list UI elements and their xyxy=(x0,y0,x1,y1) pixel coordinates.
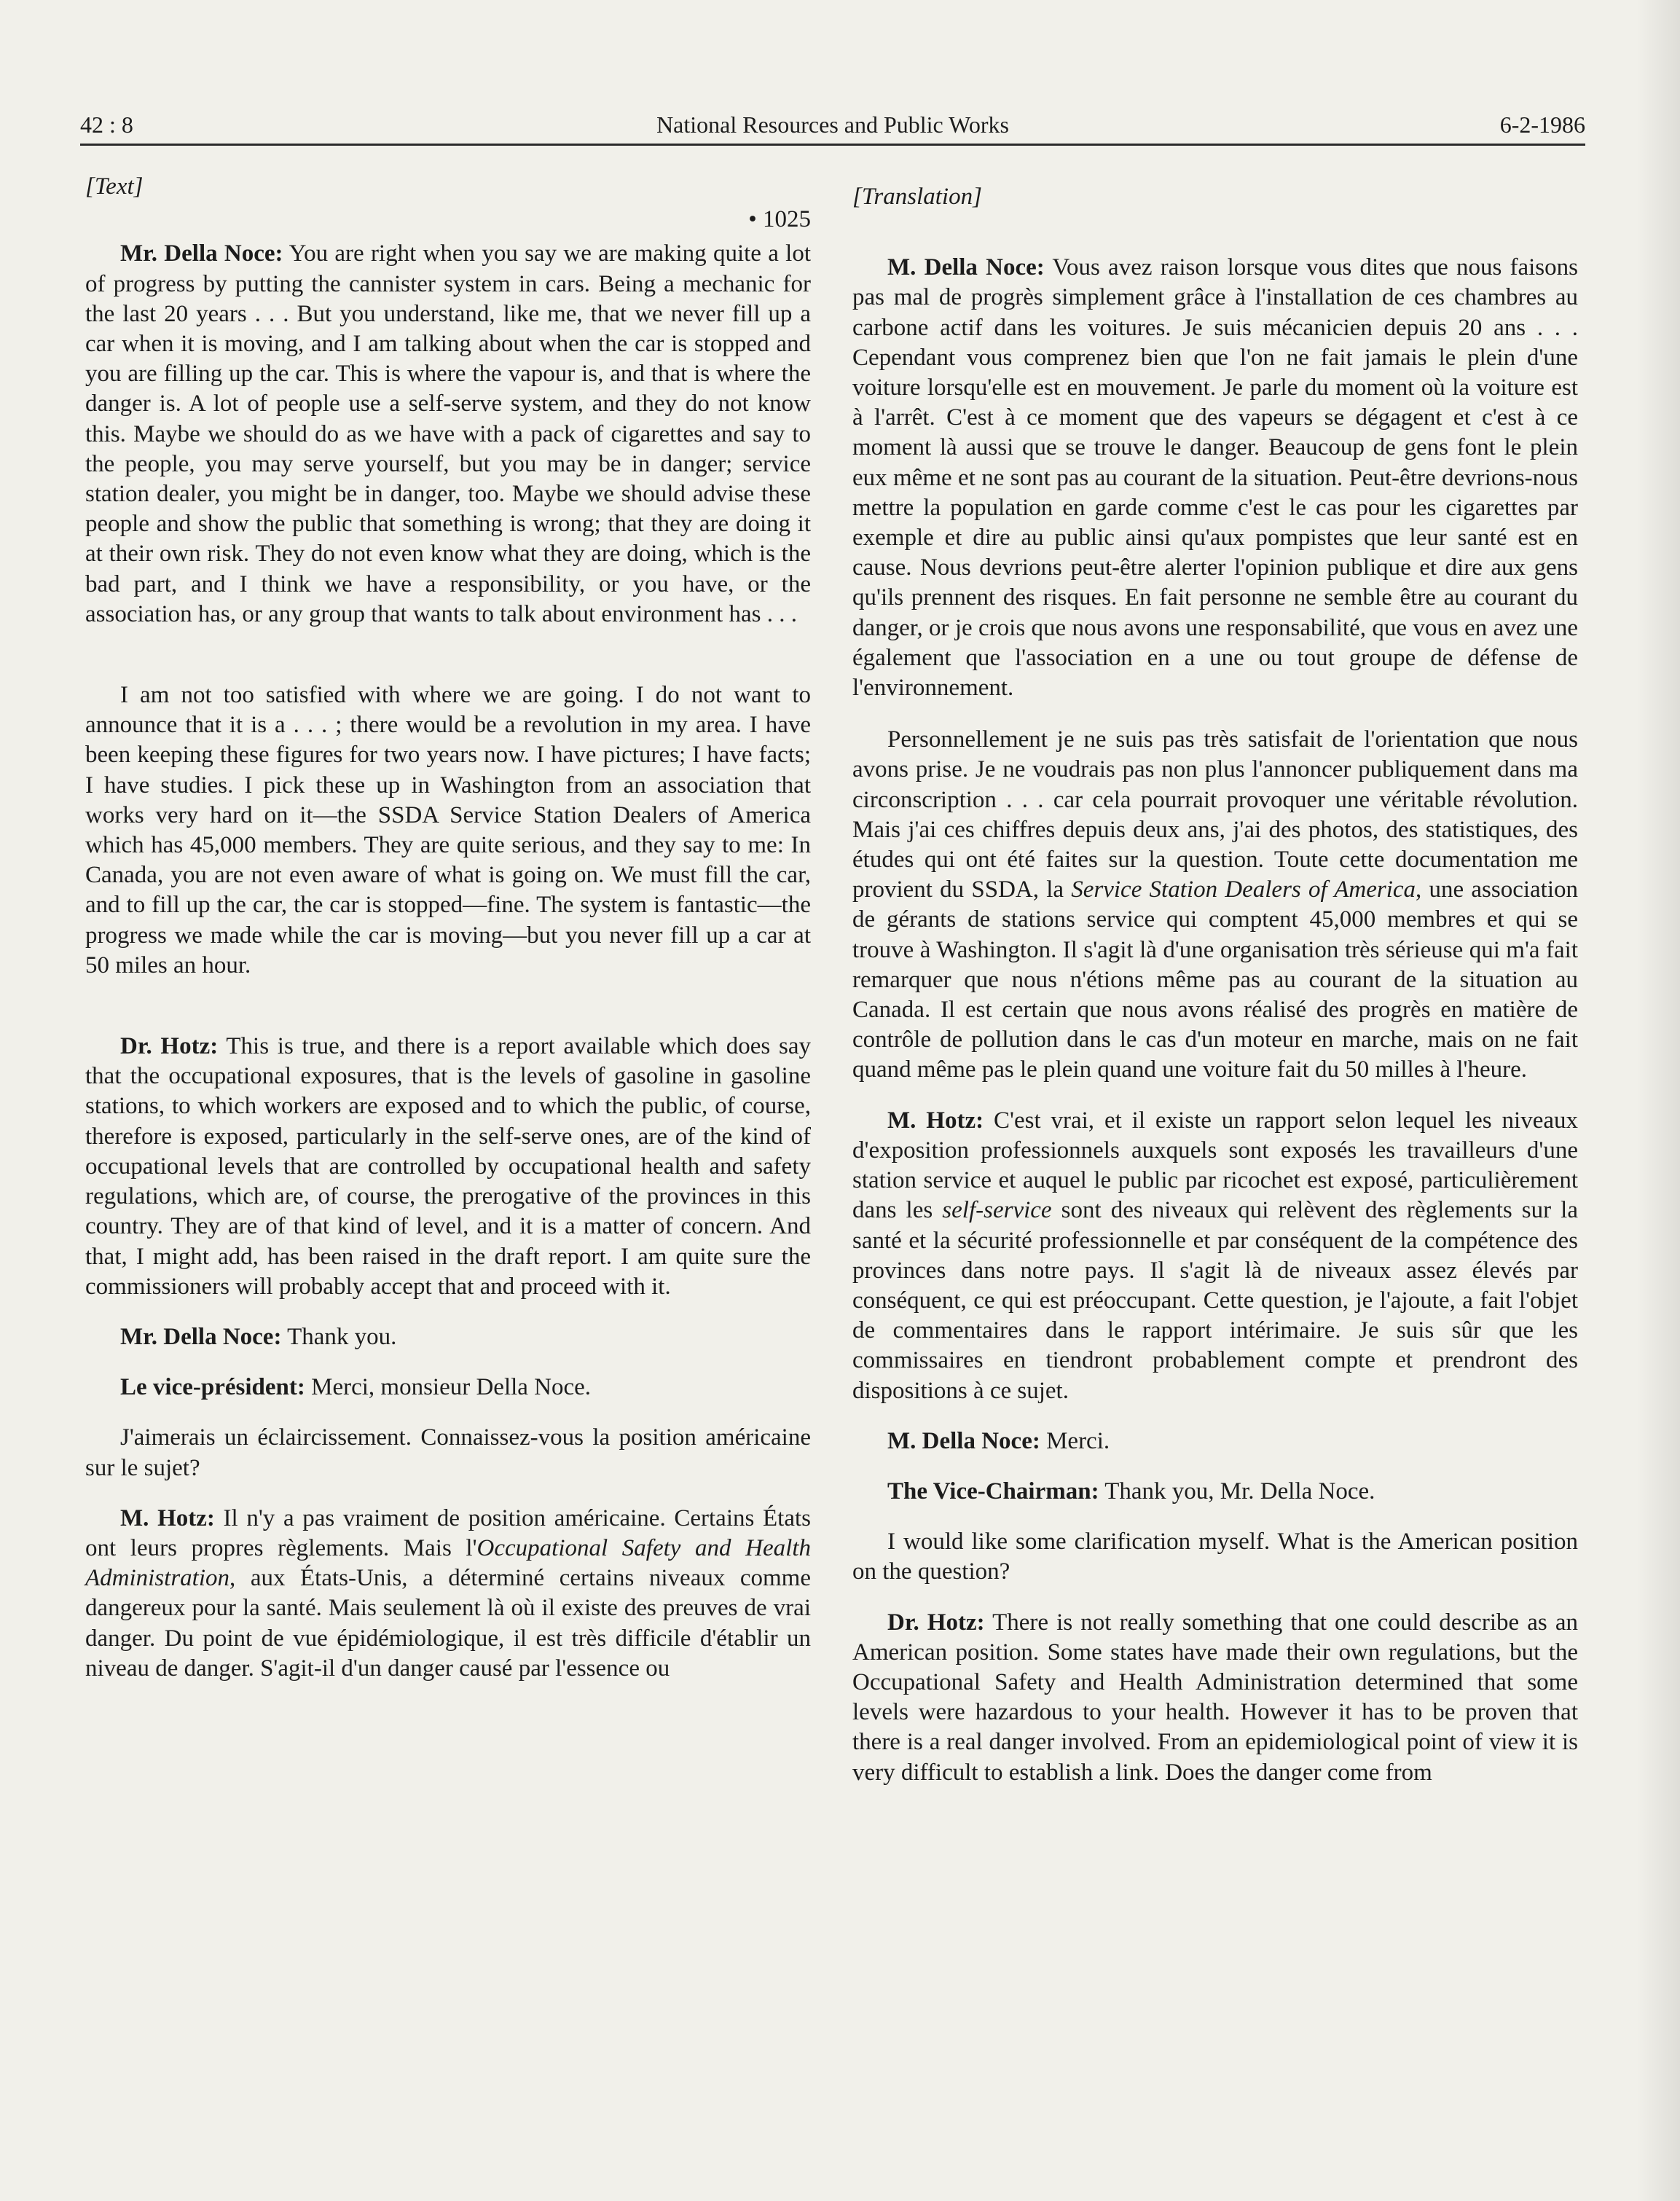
speaker-name: Mr. Della Noce: xyxy=(120,1323,282,1350)
speaker-name: M. Della Noce: xyxy=(887,1427,1040,1454)
paragraph-text: sont des niveaux qui relèvent des règlements sur la santé et la sécurité professionnelle et par conséquent de la compétence des provinces dans notre pays. Il s'agit là de niveaux assez élevés par conséquent, ce qui est préoccupant. Cette question, je l'ajoute, a fait l'objet de commentaires dans le rapport intérimaire. Je suis sûr que les commissaires en tiendront probablement compte et prendront des dispositions à ce sujet. xyxy=(852,1197,1579,1404)
speaker-name: Le vice-président: xyxy=(120,1374,305,1401)
page-number: 42 : 8 xyxy=(80,111,133,138)
paragraph-text: Thank you, Mr. Della Noce. xyxy=(1099,1478,1375,1504)
speaker-name: Mr. Della Noce: xyxy=(120,240,283,267)
paragraph xyxy=(85,1373,811,1402)
paragraph-text: J'aimerais un éclaircissement. Connaissez-vous la position américaine sur le sujet? xyxy=(85,1424,811,1481)
paragraph xyxy=(85,680,811,981)
paragraph xyxy=(852,1106,1578,1406)
paragraph-text: You are right when you say we are making quite a lot of progress by putting the cannister system in cars. Being a mechanic for the last 20 years . . . But you understand, like me, that we never fill up a car when it is moving, and I am talking about when the car is stopped and you are filling up the car. This is where the vapour is, and that is where the danger is. A lot of people use a self-serve system, and they do not know this. Maybe we should do as we have with a pack of cigarettes and say to the people, you may serve yourself, but you may be in danger; service station dealer, you might be in danger, too. Maybe we should advise these people and show the public that something is wrong; that they are doing it at their own risk. They do not even know what they are doing, which is the bad part, and I think we have a responsibility, or you have, or the association has, or any group that wants to talk about environment has . . . xyxy=(85,240,811,627)
speaker-name: M. Hotz: xyxy=(120,1504,215,1531)
running-title: National Resources and Public Works xyxy=(656,111,1009,138)
speaker-name: The Vice-Chairman: xyxy=(887,1478,1099,1504)
paragraph-text: , une association de gérants de stations service qui comptent 45,000 membres et qui se trouve à Washington. Il s'agit là d'une organisation très sérieuse qui m'a fait remarquer que nous n'étions même pas au courant de la situation au Canada. Il est certain que nous avons réalisé des progrès en matière de contrôle de pollution dans le cas d'un moteur en marche, mais on ne fait quand même pas le plein quand une voiture fait du 50 milles à l'heure. xyxy=(852,876,1578,1083)
paragraph-text: Personnellement je ne suis pas très satisfait de l'orientation que nous avons prise. Je ne voudrais pas non plus l'annoncer publiquement dans ma circonscription . . . car cela pourrait provoquer une véritable révolution. Mais j'ai ces chiffres depuis deux ans, j'ai des photos, des statistiques, des études qui ont été faites sur la question. Toute cette documentation me provient du SSDA, la xyxy=(852,726,1578,903)
italic-text: Occupational Safety and Health Administration xyxy=(85,1534,811,1592)
paragraph xyxy=(85,1423,811,1483)
paragraph xyxy=(85,1504,811,1684)
page-edge-shadow xyxy=(1636,0,1680,2201)
paragraph xyxy=(85,1032,811,1302)
left-column-tag: [Text] xyxy=(85,173,144,200)
left-column xyxy=(85,172,811,1684)
paragraph-text: Thank you. xyxy=(281,1323,397,1350)
time-marker: • 1025 xyxy=(748,206,811,233)
paragraph-text: Vous avez raison lorsque vous dites que nous faisons pas mal de progrès simplement grâce à l'installation de ces chambres au carbone actif dans les voitures. Je suis mécanicien depuis 20 ans . . . Cependant vous comprenez bien que l'on ne fait jamais le plein d'une voiture lorsqu'elle est en mouvement. Je parle du moment où la voiture est à l'arrêt. C'est à ce moment que des vapeurs se dégagent et c'est à ce moment là aussi que se trouve le danger. Beaucoup de gens font le plein eux même et ne sont pas au courant de la situation. Peut-être devrions-nous mettre la population en garde comme c'est le cas pour les cigarettes par exemple et dire au public ainsi qu'aux pompistes que leur santé est en cause. Nous devrions peut-être alerter l'opinion publique et dire aux gens qu'ils prennent des risques. En fait personne ne semble être au courant du danger, or je crois que nous avons une responsabilité, que vous en avez une également que l'association en a une ou tout groupe de défense de l'environnement. xyxy=(852,254,1578,702)
paragraph xyxy=(852,1527,1578,1587)
speaker-name: Dr. Hotz: xyxy=(120,1033,219,1060)
paragraph xyxy=(852,725,1578,1085)
paragraph-text: , aux États-Unis, a déterminé certains niveaux comme dangereux pour la santé. Mais seulement là où il existe des preuves de vrai danger. Du point de vue épidémiologique, il est très difficile d'établir un niveau de danger. S'agit-il d'un danger causé par l'essence ou xyxy=(85,1565,811,1682)
paragraph-text: I would like some clarification myself. What is the American position on the question? xyxy=(852,1529,1578,1585)
paragraph xyxy=(852,1477,1578,1507)
paragraph-text: There is not really something that one could describe as an American position. Some states have made their own regulations, but the Occupational Safety and Health Administration determined that some levels were hazardous to your health. However it has to be proven that there is a real danger involved. From an epidemiological point of view it is very difficult to establish a link. Does the danger come from xyxy=(852,1609,1578,1786)
speaker-name: Dr. Hotz: xyxy=(887,1609,985,1636)
paragraph xyxy=(85,1322,811,1352)
page-header xyxy=(80,108,1585,141)
speaker-name: M. Della Noce: xyxy=(887,254,1045,281)
right-column xyxy=(852,172,1578,1788)
paragraph-text: Merci. xyxy=(1040,1427,1110,1454)
right-column-tag: [Translation] xyxy=(852,184,982,210)
italic-text: self-service xyxy=(942,1197,1052,1224)
paragraph xyxy=(852,1608,1578,1788)
header-rule xyxy=(80,144,1585,146)
paragraph-text: Il n'y a pas vraiment de position américaine. Certains États ont leurs propres règlements. Mais l' xyxy=(85,1504,811,1561)
paragraph xyxy=(852,1427,1578,1456)
paragraph-text: C'est vrai, et il existe un rapport selon lequel les niveaux d'exposition professionnels auxquels sont exposés les travailleurs d'une station service et auquel le public par ricochet est exposé, particulièrement dans les xyxy=(852,1107,1578,1224)
paragraph xyxy=(852,253,1578,703)
paragraph xyxy=(85,239,811,629)
speaker-name: M. Hotz: xyxy=(887,1107,984,1134)
paragraph-text: Merci, monsieur Della Noce. xyxy=(305,1374,592,1401)
page-date: 6-2-1986 xyxy=(1499,111,1585,138)
paragraph-text: This is true, and there is a report available which does say that the occupational exposures, that is the levels of gasoline in gasoline stations, to which workers are exposed and to which the public, of course, therefore is exposed, particularly in the self-serve ones, are of the kind of occupational levels that are controlled by occupational health and safety regulations, which are, of course, the prerogative of the provinces in this country. They are of that kind of level, and it is a matter of concern. And that, I might add, has been raised in the draft report. I am quite sure the commissioners will probably accept that and proceed with it. xyxy=(85,1033,811,1300)
italic-text: Service Station Dealers of America xyxy=(1071,876,1416,903)
paragraph-text: I am not too satisfied with where we are going. I do not want to announce that it is a . . . ; there would be a revolution in my area. I have been keeping these figures for two years now. I have pictures; I have facts; I have studies. I pick these up in Washington from an association that works very hard on it—the SSDA Service Station Dealers of America which has 45,000 members. They are quite serious, and they say to me: In Canada, you are not even aware of what is going on. We must fill the car, and to fill up the car, the car is stopped—fine. The system is fantastic—the progress we made while the car is moving—but you never fill up a car at 50 miles an hour. xyxy=(85,682,811,978)
